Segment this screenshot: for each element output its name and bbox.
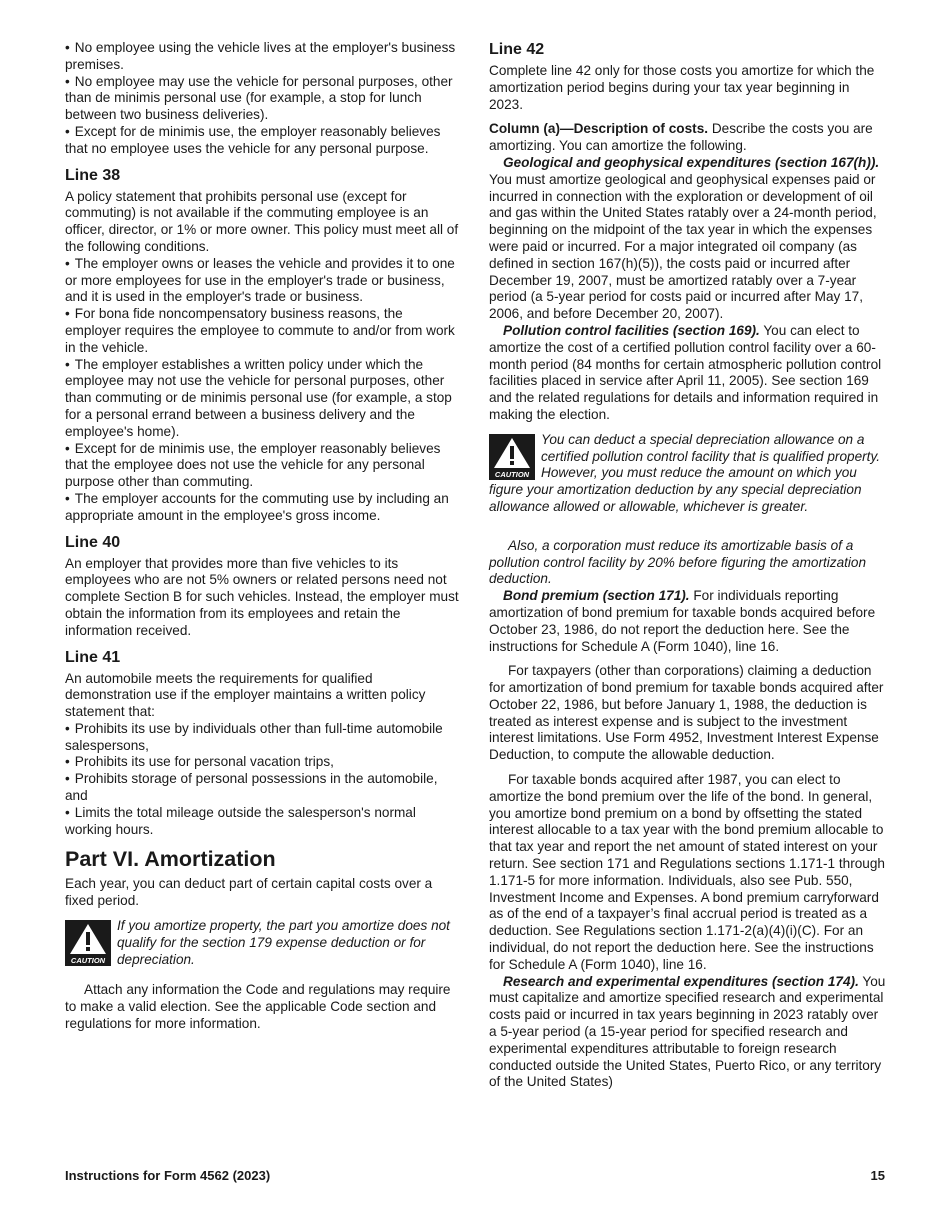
geo-lead: Geological and geophysical expenditures (section 167(h)). bbox=[503, 154, 880, 170]
line41-section bbox=[65, 671, 460, 839]
part6-text: Each year, you can deduct part of certain capital costs over a fixed period. bbox=[65, 876, 433, 909]
caution-text: You can deduct a special depreciation allowance on a certified pollution control facility that is qualified property. However, you must reduce the amount on which you figure your amortization deduction by any special depreciation allowance allowed or allowable, whichever is greater. bbox=[489, 431, 881, 514]
caution-box bbox=[489, 432, 887, 516]
list-item: • Prohibits storage of personal possessions in the automobile, and bbox=[65, 771, 460, 805]
part6-heading: Part VI. Amortization bbox=[65, 847, 276, 872]
bond-paragraph bbox=[489, 588, 887, 655]
list-item: • Limits the total mileage outside the salesperson's normal working hours. bbox=[65, 805, 460, 839]
list-item: • For bona fide noncompensatory business reasons, the employer requires the employee to commute to and/or from work in the vehicle. bbox=[65, 306, 460, 356]
caution-icon bbox=[65, 920, 111, 966]
bond-paragraph-2: For taxpayers (other than corporations) claiming a deduction for amortization of bond premium for taxable bonds acquired after October 22, 1986, but before January 1, 1988, the deduction is treated as interest expense and is subject to the investment interest limitations. Use Form 4952, Investment Interest Expense Deduction, to compute the allowable deduction. bbox=[489, 663, 884, 763]
list-item: • The employer owns or leases the vehicle and provides it to one or more employees for use in the employer's trade or business, and it is used in the employer's trade or business. bbox=[65, 256, 460, 306]
bond-text: For individuals reporting amortization of bond premium for taxable bonds acquired before October 23, 1986, do not report the deduction here. See the instructions for Schedule A (Form 1040), line 16. bbox=[489, 588, 876, 654]
geo-paragraph bbox=[489, 155, 887, 323]
research-text: You must capitalize and amortize specified research and experimental costs paid or incurred in tax years beginning in 2023 ratably over a 5-year period (a 15-year period for specified research and experimental expenditures attributable to foreign research conducted outside the United States, Puerto Rico, or any territory of the United States) bbox=[489, 973, 886, 1090]
research-lead: Research and experimental expenditures (section 174). bbox=[503, 973, 859, 989]
line40-text: An employer that provides more than five vehicles to its employees who are not 5% owners or related persons need not complete Section B for such vehicles. Instead, the employer must obtain the information from its employees and retain the information received. bbox=[65, 555, 459, 638]
pollution-lead: Pollution control facilities (section 169). bbox=[503, 322, 760, 338]
left-column bbox=[65, 40, 460, 1033]
list-item: • The employer establishes a written policy under which the employee may not use the vehicle for personal purposes, other than commuting or de minimis personal use (for example, a stop for a personal errand between a business delivery and the employee's home). bbox=[65, 357, 460, 441]
line41-text: An automobile meets the requirements for qualified demonstration use if the employer maintains a written policy statement that: bbox=[65, 670, 426, 720]
geo-text: You must amortize geological and geophysical expenses paid or incurred in connection with the exploration or development of oil and gas within the United States ratably over a 24-month period, beginning on the midpoint of the tax year in which the expenses were paid or incurred. For a major integrated oil company (as defined in section 167(h)(5)), the costs paid or incurred after December 19, 2007, must be amortized ratably over a 7-year period (a 5-year period for costs paid or incurred after May 17, 2006, and before December 20, 2007). bbox=[489, 171, 877, 322]
list-item: • No employee using the vehicle lives at the employer's business premises. bbox=[65, 40, 460, 74]
caution-label: CAUTION bbox=[70, 956, 106, 966]
list-item: • Prohibits its use by individuals other than full-time automobile salespersons, bbox=[65, 721, 460, 755]
column-a-lead: Column (a)—Description of costs. bbox=[489, 121, 709, 137]
pollution-paragraph bbox=[489, 323, 887, 424]
line38-section bbox=[65, 189, 460, 525]
right-column bbox=[489, 40, 887, 1091]
line40-heading: Line 40 bbox=[65, 533, 121, 551]
caution-box bbox=[65, 918, 460, 968]
list-item: • Except for de minimis use, the employer reasonably believes that the employee does not use the vehicle for any personal purpose other than commuting. bbox=[65, 441, 460, 491]
page-number: 15 bbox=[870, 1168, 885, 1183]
intro-bullets bbox=[65, 40, 460, 158]
line38-heading: Line 38 bbox=[65, 166, 121, 184]
line42-heading: Line 42 bbox=[489, 41, 545, 58]
line41-heading: Line 41 bbox=[65, 648, 121, 666]
list-item: • No employee may use the vehicle for personal purposes, other than de minimis personal use (for example, a stop for lunch between two business deliveries). bbox=[65, 74, 460, 124]
pollution-also: Also, a corporation must reduce its amortizable basis of a pollution control facility by 20% before figuring the amortization deduction. bbox=[489, 537, 867, 587]
bond-lead: Bond premium (section 171). bbox=[503, 588, 690, 604]
research-paragraph bbox=[489, 974, 887, 1092]
column-a-text: Describe the costs you are amortizing. You can amortize the following. bbox=[489, 121, 873, 154]
bond-paragraph-3: For taxable bonds acquired after 1987, you can elect to amortize the bond premium over the life of the bond. In general, you amortize bond premium on a bond by offsetting the stated interest allocable to a tax year with the bond premium allocable to that tax year and report the net amount of stated interest on your return. See section 171 and Regulations sections 1.171-1 through 1.171-5 for more information. Individuals, also see Pub. 550, Investment Income and Expenses. A bond premium carryforward as of the end of a taxpayer’s final accrual period is treated as a deduction. See Regulations section 1.171-2(a)(4)(i)(C). For an individual, do not report the deduction here. See the instructions for Schedule A (Form 1040), line 16. bbox=[489, 772, 885, 972]
caution-text: If you amortize property, the part you amortize does not qualify for the section 179 expense deduction or for depreciation. bbox=[117, 918, 450, 967]
list-item: • Prohibits its use for personal vacation trips, bbox=[65, 754, 460, 771]
line38-text: A policy statement that prohibits personal use (except for commuting) is not available if the commuting employee is an officer, director, or 1% or more owner. This policy must meet all of the following conditions. bbox=[65, 188, 459, 254]
column-a-paragraph bbox=[489, 121, 887, 155]
list-item: • Except for de minimis use, the employer reasonably believes that no employee uses the vehicle for any personal purpose. bbox=[65, 124, 460, 158]
caution-icon bbox=[489, 434, 535, 480]
caution-label: CAUTION bbox=[494, 469, 530, 479]
line42-text: Complete line 42 only for those costs you amortize for which the amortization period begins during your tax year beginning in 2023. bbox=[489, 63, 875, 112]
footer-title: Instructions for Form 4562 (2023) bbox=[65, 1168, 271, 1183]
attach-text: Attach any information the Code and regulations may require to make a valid election. See the applicable Code section and regulations for more information. bbox=[65, 982, 451, 1032]
list-item: • The employer accounts for the commuting use by including an appropriate amount in the employee's gross income. bbox=[65, 491, 460, 525]
pollution-text: You can elect to amortize the cost of a certified pollution control facility over a 60-month period (84 months for certain atmospheric pollution control facilities placed in service after April 11, 2005). See section 169 and the related regulations for details and information required in making the election. bbox=[489, 322, 882, 422]
